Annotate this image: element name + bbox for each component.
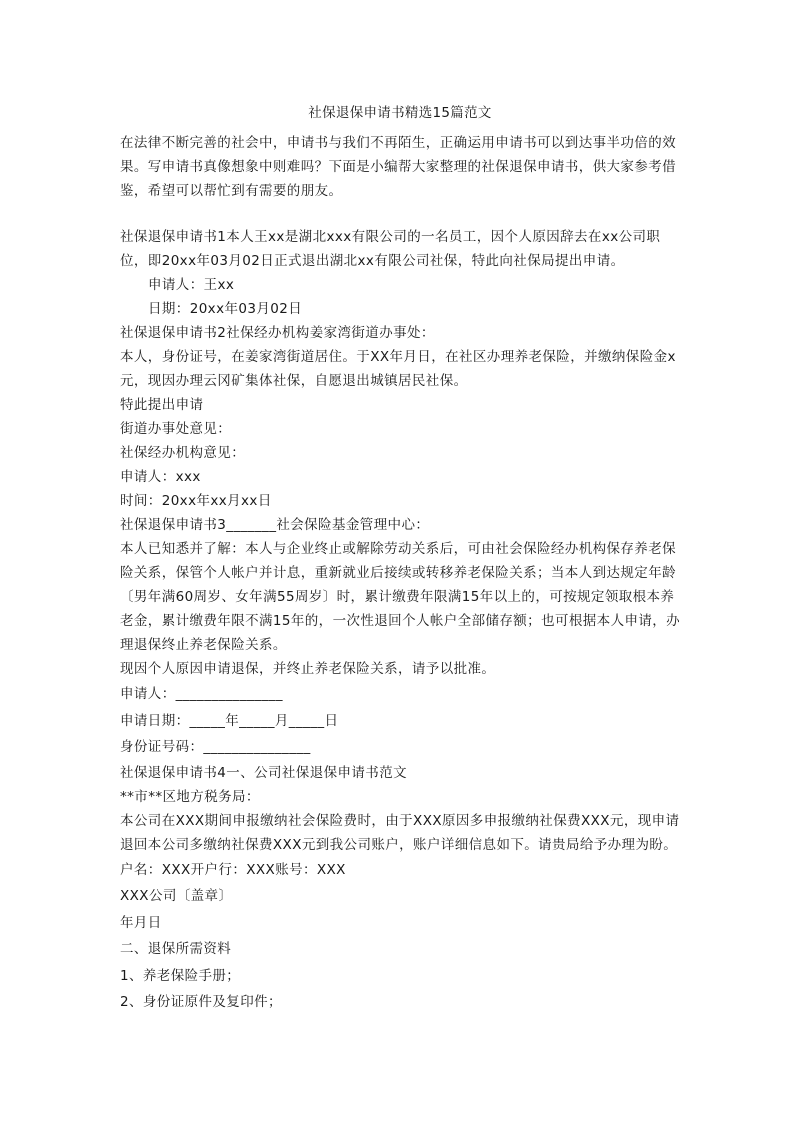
- letter3-apply-date: 申请日期：_____年_____月_____日: [120, 712, 339, 729]
- list-item-2: 2、身份证原件及复印件；: [120, 994, 282, 1010]
- intro-paragraph: 在法律不断完善的社会中，申请书与我们不再陌生，正确运用申请书可以到达事半功倍的效果。写申请书真像想象中则难吗？下面是小编帮大家整理的社保退保申请书，供大家参考借鉴，希望可以帮忙到有需要的朋友。: [120, 135, 676, 199]
- letter2-heading: 社保退保申请书2社保经办机构姜家湾街道办事处：: [120, 325, 435, 341]
- letter4-date: 年月日: [120, 914, 162, 931]
- letter2-request: 特此提出申请: [120, 397, 204, 413]
- letter1-applicant: 申请人：王xx: [148, 277, 235, 293]
- letter4-company: XXX公司〔盖章〕: [120, 888, 233, 904]
- document-title: 社保退保申请书精选15篇范文: [308, 105, 492, 121]
- letter3-heading: 社保退保申请书3_______社会保险基金管理中心：: [120, 517, 430, 533]
- document-body: [120, 131, 686, 1016]
- letter2-street-office-opinion: 街道办事处意见：: [120, 421, 232, 437]
- list-item-1: 1、养老保险手册；: [120, 967, 241, 984]
- letter3-applicant: 申请人：_______________: [120, 686, 283, 702]
- letter2-body: 本人，身份证号，在姜家湾街道居住。于XX年月日，在社区办理养老保险，并缴纳保险金x元，现因办理云冈矿集体社保，自愿退出城镇居民社保。: [120, 349, 676, 389]
- letter2-applicant: 申请人：xxx: [120, 469, 201, 485]
- letter1-date: 日期：20xx年03月02日: [148, 301, 303, 317]
- letter4-body: 本公司在XXX期间申报缴纳社会保险费时，由于XXX原因多申报缴纳社保费XXX元，现申请退回本公司多缴纳社保费XXX元到我公司账户，账户详细信息如下。请贵局给予办理为盼。: [120, 812, 680, 853]
- section2-heading: 二、退保所需资料: [120, 941, 232, 957]
- letter1-body: 社保退保申请书1本人王xx是湖北xxx有限公司的一名员工，因个人原因辞去在xx公司职位，即20xx年03月02日正式退出湖北xx有限公司社保，特此向社保局提出申请。: [120, 229, 661, 269]
- letter3-id-number: 身份证号码：_______________: [120, 739, 311, 755]
- letter4-account: 户名：XXX开户行：XXX账号：XXX: [120, 861, 346, 878]
- letter3-reason: 现因个人原因申请退保，并终止养老保险关系，请予以批准。: [120, 661, 496, 677]
- letter2-time: 时间：20xx年xx月xx日: [120, 493, 272, 509]
- letter3-body: 本人已知悉并了解：本人与企业终止或解除劳动关系后，可由社会保险经办机构保存养老保险关系，保管个人帐户并计息，重新就业后接续或转移养老保险关系；当本人到达规定年龄〔男年满60周岁、女年满55周岁〕时，累计缴费年限满15年以上的，可按规定领取根本养老金，累计缴费年限不满15年的，一次性退回个人帐户全部储存额；也可根据本人申请，办理退保终止养老保险关系。: [120, 541, 681, 653]
- letter4-recipient: **市**区地方税务局：: [120, 788, 260, 805]
- letter2-agency-opinion: 社保经办机构意见：: [120, 445, 246, 461]
- letter4-heading: 社保退保申请书4一、公司社保退保申请书范文: [120, 764, 407, 781]
